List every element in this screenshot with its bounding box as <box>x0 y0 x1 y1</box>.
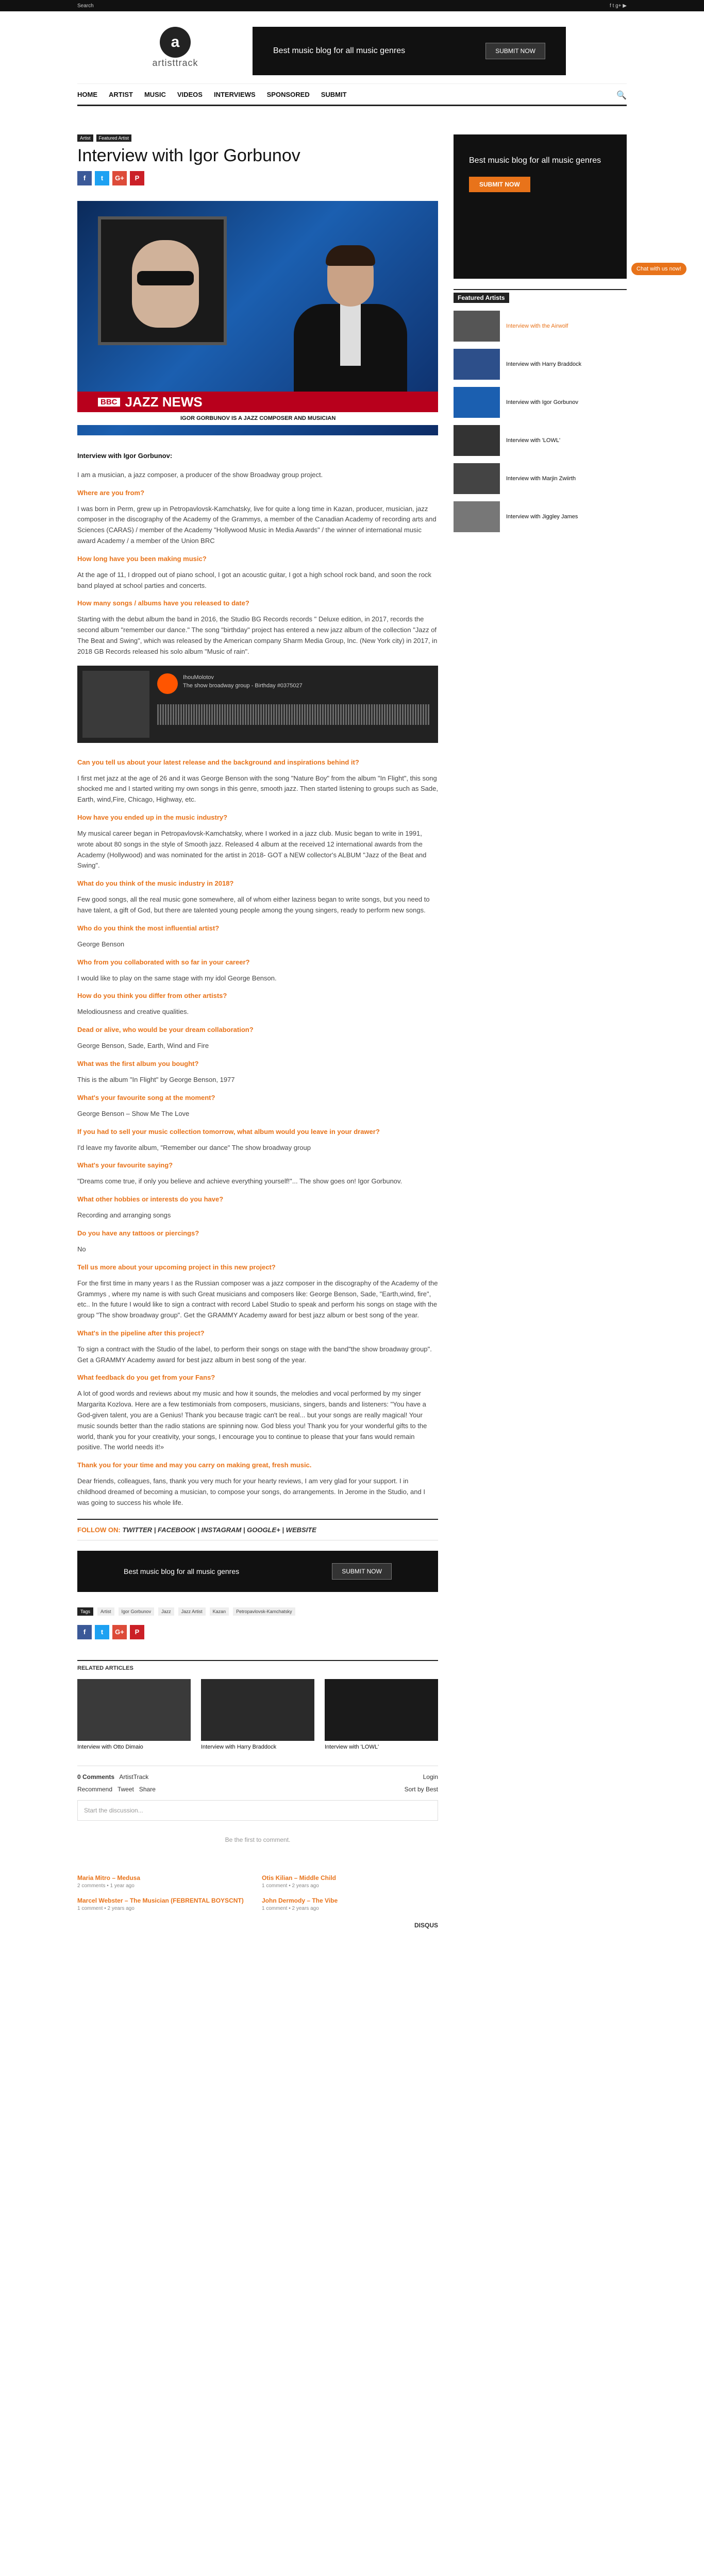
question: Tell us more about your upcoming project in this new project? <box>77 1263 276 1271</box>
comments-site[interactable]: ArtistTrack <box>119 1773 149 1781</box>
question: How long have you been making music? <box>77 554 207 563</box>
portrait-sunglasses <box>98 216 227 345</box>
related-item[interactable]: Interview with Otto Dimaio <box>77 1679 191 1750</box>
facebook-icon[interactable]: f <box>77 1625 92 1639</box>
tags-label: Tags <box>77 1607 93 1616</box>
article-body <box>77 451 438 1509</box>
site-logo[interactable] <box>139 27 211 69</box>
question: What feedback do you get from your Fans? <box>77 1374 215 1382</box>
news-lower-third: IGOR GORBUNOV IS A JAZZ COMPOSER AND MUSICIAN <box>77 412 438 425</box>
disqus-comments <box>77 1766 438 1929</box>
rec-item[interactable]: Otis Kilian – Middle Child 1 comment • 2 years ago <box>262 1874 337 1889</box>
question: Who do you think the most influential artist? <box>77 924 220 932</box>
main-column <box>77 134 438 1929</box>
follow-label: FOLLOW ON: <box>77 1526 121 1534</box>
sidebar-ad[interactable] <box>454 134 627 279</box>
tag[interactable]: Jazz Artist <box>178 1607 206 1616</box>
tag-list <box>77 1607 438 1616</box>
answer: Dear friends, colleagues, fans, thank you very much for your hearty reviews, I am very glad for your support. I in childhood dreamed of becoming a musician, to compose your songs, do arrangements. In Jerome in the Studio, and I was going to success his whole life. <box>77 1477 425 1506</box>
related-item[interactable]: Interview with 'LOWL' <box>325 1679 438 1750</box>
answer: I would like to play on the same stage with my idol George Benson. <box>77 974 277 982</box>
sort-dropdown[interactable]: Sort by Best <box>404 1785 438 1793</box>
disqus-logo[interactable]: DISQUS <box>414 1921 438 1929</box>
main-nav <box>77 83 627 106</box>
nav-artist[interactable]: ARTIST <box>109 90 133 98</box>
featured-item[interactable]: Interview with Jiggley James <box>454 501 627 532</box>
question: What do you think of the music industry in 2018? <box>77 879 234 888</box>
answer: Melodiousness and creative qualities. <box>77 1008 189 1016</box>
rec-item[interactable]: John Dermody – The Vibe 1 comment • 2 years ago <box>262 1896 338 1911</box>
login-button[interactable]: Login <box>423 1773 438 1781</box>
sidebar-submit-button[interactable]: SUBMIT NOW <box>469 177 530 192</box>
soundcloud-player[interactable] <box>77 666 438 743</box>
track-info <box>183 673 303 690</box>
question: Where are you from? <box>77 488 145 497</box>
empty-comments: Be the first to comment. <box>225 1836 291 1843</box>
answer: No <box>77 1245 86 1253</box>
question: How do you think you differ from other artists? <box>77 992 227 1000</box>
page-title: Interview with Igor Gorbunov <box>77 146 300 165</box>
featured-list <box>454 311 627 532</box>
follow-bar <box>77 1519 438 1540</box>
featured-item[interactable]: Interview with 'LOWL' <box>454 425 627 456</box>
question: What was the first album you bought? <box>77 1059 199 1067</box>
recommendations <box>77 1874 438 1911</box>
nav-music[interactable]: MUSIC <box>144 90 166 98</box>
article-lead: Interview with Igor Gorbunov: <box>77 452 173 460</box>
news-badge: BBC <box>98 398 120 406</box>
qa-list <box>77 758 438 1509</box>
related-item[interactable]: Interview with Harry Braddock <box>201 1679 314 1750</box>
article-intro: I am a musician, a jazz composer, a producer of the show Broadway group project. <box>77 470 323 479</box>
site-header <box>77 11 627 83</box>
share-bar <box>77 171 438 185</box>
answer: To sign a contract with the Studio of the label, to perform their songs on stage with the band"the show broadway group". Get a GRAMMY Academy award for best jazz album in best song of the year. <box>77 1345 432 1364</box>
nav-sponsored[interactable]: SPONSORED <box>266 90 310 98</box>
news-banner <box>77 392 438 412</box>
twitter-icon[interactable]: t <box>95 171 109 185</box>
featured-item[interactable]: Interview with Igor Gorbunov <box>454 387 627 418</box>
featured-item[interactable]: Interview with Marjin Zwiirth <box>454 463 627 494</box>
answer: This is the album "In Flight" by George Benson, 1977 <box>77 1075 235 1083</box>
track-artist[interactable]: IhouMolotov <box>183 674 214 681</box>
question: What's in the pipeline after this project? <box>77 1329 205 1337</box>
track-artwork <box>82 671 149 738</box>
crumb-artist[interactable]: Artist <box>77 134 93 142</box>
answer: At the age of 11, I dropped out of piano school, I got an acoustic guitar, I got a high school rock band, and soon the rock band played at school parties and concerts. <box>77 570 432 589</box>
answer: I was born in Perm, grew up in Petropavlovsk-Kamchatsky, live for quite a long time in Kazan, producer, musician, jazz composer in the discography of the Academy of the Grammys, a member of the Canadian Academy of recording arts and Sciences (CARAS) / member of the Academy "Hollywood Music in Media Awards" / the winner of international music award Academy / a member of the Union BRC <box>77 504 437 545</box>
answer: A lot of good words and reviews about my music and how it sounds, the melodies and vocal performed by my singer Margarita Kozlova. Here are a few testimonials from composers, musicians, singers, bands and listeners: "You have a God-given talent, you are a Genius! Thank you because tragic can't be real... but your songs are really magical! Your music sounds better than the radio stations are spinning now. God bless you! Thank you for your wonderful gifts to the world, thank you for your creativity, your songs, I encourage you to continue to please that your fans would remain positive. The world needs it!» <box>77 1389 427 1451</box>
answer: I first met jazz at the age of 26 and it was George Benson with the song "Nature Boy" from the album "In Flight", this song shocked me and I started writing my own songs in this genre, smooth jazz. Then started listening to groups such as Sade, Earth, wind,Fire, Chicago, Highway, etc. <box>77 774 438 804</box>
comment-input[interactable]: Start the discussion... <box>77 1800 438 1821</box>
share-button[interactable]: Share <box>139 1785 156 1793</box>
pinterest-icon[interactable]: P <box>130 171 144 185</box>
tag[interactable]: Igor Gorbunov <box>119 1607 155 1616</box>
logo-text: artisttrack <box>152 58 198 68</box>
answer: My musical career began in Petropavlovsk-Kamchatsky, where I worked in a jazz club. Music began to write in 1991, wrote about 80 songs in the style of Smooth jazz. Released 4 album at the received 12 international awards from the Academy (Hollywood) and was nominated for the artist in 2018- GOT a NEW collector's ALBUM "Jazz of the Beat and Swing". <box>77 829 427 870</box>
featured-heading: Featured Artists <box>454 289 627 306</box>
header-banner-text: Best music blog for all music genres <box>273 46 406 55</box>
content-wrap <box>77 106 627 1929</box>
top-bar <box>0 0 704 11</box>
tweet-button[interactable]: Tweet <box>117 1785 134 1793</box>
answer: George Benson <box>77 940 125 948</box>
bottom-banner-text: Best music blog for all music genres <box>124 1567 240 1575</box>
related-heading: RELATED ARTICLES <box>77 1660 438 1671</box>
follow-links[interactable]: TWITTER | FACEBOOK | INSTAGRAM | GOOGLE+ | WEBSITE <box>122 1526 316 1534</box>
news-headline: JAZZ NEWS <box>125 394 203 410</box>
question: Can you tell us about your latest release and the background and inspirations behind it? <box>77 758 359 766</box>
chat-widget[interactable]: Chat with us now! <box>631 263 686 275</box>
related-articles <box>77 1679 438 1750</box>
topbar-search[interactable]: Search <box>77 3 94 9</box>
answer: For the first time in many years I as the Russian composer was a jazz composer in the discography of the Academy of the Grammys , where my name is with such Great musicians and composers like: George Benson, Sade, "Earth,wind, fire", etc.. In the future I would like to sign a contract with record Label Studio to speak and perform his songs on stage with the group "The show broadway group". Get the GRAMMY Academy award for best jazz album or best song of the year. <box>77 1279 438 1319</box>
twitter-icon[interactable]: t <box>95 1625 109 1639</box>
question: Do you have any tattoos or piercings? <box>77 1229 199 1237</box>
tag[interactable]: Jazz <box>158 1607 174 1616</box>
question: What's your favourite saying? <box>77 1161 173 1170</box>
share-bar-bottom <box>77 1625 438 1639</box>
question: Dead or alive, who would be your dream collaboration? <box>77 1026 254 1034</box>
pinterest-icon[interactable]: P <box>130 1625 144 1639</box>
nav-interviews[interactable]: INTERVIEWS <box>213 90 256 98</box>
bottom-banner[interactable] <box>77 1551 438 1592</box>
question: What's your favourite song at the moment? <box>77 1093 215 1101</box>
nav-home[interactable]: HOME <box>77 90 97 98</box>
rec-item[interactable]: Maria Mitro – Medusa 2 comments • 1 year ago <box>77 1874 141 1889</box>
answer: I'd leave my favorite album, "Remember our dance" The show broadway group <box>77 1143 311 1151</box>
waveform[interactable] <box>157 704 430 725</box>
news-anchor <box>294 247 407 397</box>
tag[interactable]: Artist <box>97 1607 114 1616</box>
nav-videos[interactable]: VIDEOS <box>177 90 203 98</box>
logo-mark: a <box>160 27 191 58</box>
google-plus-icon[interactable]: G+ <box>112 1625 127 1639</box>
hero-image <box>77 201 438 435</box>
tag[interactable]: Petropavlovsk-Kamchatsky <box>233 1607 295 1616</box>
facebook-icon[interactable]: f <box>77 171 92 185</box>
answer: Recording and arranging songs <box>77 1211 171 1219</box>
rec-item[interactable]: Marcel Webster – The Musician (FEBRENTAL BOYSCNT) 1 comment • 2 years ago <box>77 1896 244 1911</box>
comment-count: 0 Comments <box>77 1773 115 1781</box>
topbar-social-icons[interactable]: f t g+ ▶ <box>610 3 627 9</box>
question: Thank you for your time and may you carry on making great, fresh music. <box>77 1461 312 1469</box>
track-title[interactable]: The show broadway group - Birthday #0375027 <box>183 683 303 689</box>
nav-submit[interactable]: SUBMIT <box>321 90 347 98</box>
question: How many songs / albums have you released to date? <box>77 599 249 607</box>
header-submit-button[interactable]: SUBMIT NOW <box>485 43 545 59</box>
answer: George Benson – Show Me The Love <box>77 1109 190 1117</box>
play-icon[interactable] <box>157 673 178 694</box>
breadcrumb <box>77 134 438 142</box>
sidebar-ad-text: Best music blog for all music genres <box>469 156 601 165</box>
recommend-button[interactable]: Recommend <box>77 1785 113 1793</box>
header-banner[interactable] <box>253 27 566 75</box>
question: If you had to sell your music collection tomorrow, what album would you leave in your drawer? <box>77 1127 380 1136</box>
bottom-submit-button[interactable]: SUBMIT NOW <box>332 1563 392 1580</box>
answer: "Dreams come true, if only you believe and achieve everything yourself!"... The show goes on! Igor Gorbunov. <box>77 1177 403 1185</box>
question: What other hobbies or interests do you have? <box>77 1195 224 1204</box>
question: How have you ended up in the music industry? <box>77 813 228 821</box>
crumb-featured[interactable]: Featured Artist <box>96 134 132 142</box>
sidebar <box>454 134 627 1929</box>
featured-item[interactable]: Interview with Harry Braddock <box>454 349 627 380</box>
google-plus-icon[interactable]: G+ <box>112 171 127 185</box>
answer: Starting with the debut album the band in 2016, the Studio BG Records records " Deluxe edition, in 2017, records the second album "remember our dance." The song "birthday" project has entered a new jazz album of the collection "Jazz of The Beat and Swing", which was released by the American company Sharm Media Group, Inc. (New York city) in 2017, in 2018 GB Records released his solo album "Music of rain". <box>77 615 438 655</box>
tag[interactable]: Kazan <box>210 1607 229 1616</box>
answer: Few good songs, all the real music gone somewhere, all of whom either laziness began to write songs, but you need to have talent, a gift of God, but there are talented young people among the young singers, ready to perform new songs. <box>77 895 430 914</box>
answer: George Benson, Sade, Earth, Wind and Fire <box>77 1042 209 1050</box>
question: Who from you collaborated with so far in your career? <box>77 958 250 966</box>
search-icon[interactable]: 🔍 <box>616 91 627 100</box>
featured-item[interactable]: Interview with the Airwolf <box>454 311 627 342</box>
